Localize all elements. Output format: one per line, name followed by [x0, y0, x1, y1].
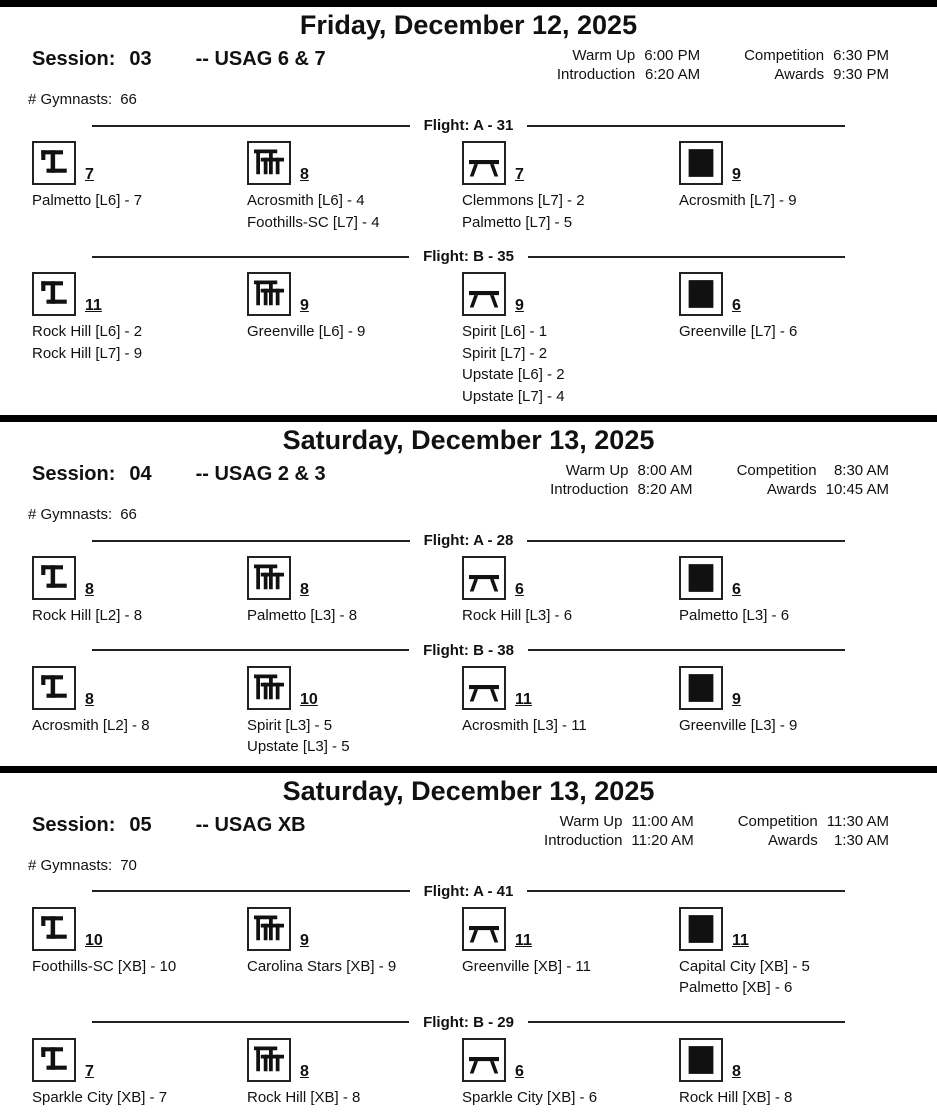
event-count: 11 — [515, 692, 532, 710]
team-list — [247, 1087, 462, 1109]
event-count: 10 — [300, 692, 318, 710]
divider-line-left — [92, 125, 410, 127]
balance-beam-icon — [462, 556, 506, 600]
session-title — [32, 460, 326, 486]
balance-beam-icon — [462, 907, 506, 951]
team-entry: Rock Hill [L6] - 2 — [32, 321, 247, 343]
event-block — [679, 905, 917, 999]
team-entry: Carolina Stars [XB] - 9 — [247, 956, 462, 978]
team-entry: Clemmons [L7] - 2 — [462, 190, 679, 212]
flight-divider — [92, 248, 845, 265]
team-list — [462, 715, 679, 737]
gymnasts-label: # Gymnasts: — [28, 91, 112, 108]
times-column-right — [737, 462, 889, 498]
session-number: 05 — [129, 814, 151, 836]
introduction-time: 11:20 AM — [631, 832, 693, 849]
event-head — [679, 905, 917, 951]
event-count: 7 — [85, 1064, 94, 1082]
uneven-bars-icon — [247, 666, 291, 710]
event-block — [247, 1036, 462, 1109]
session-section — [0, 415, 937, 766]
event-count: 8 — [732, 1064, 741, 1082]
divider-line-left — [92, 649, 409, 651]
team-entry: Acrosmith [L6] - 4 — [247, 190, 462, 212]
floor-icon — [679, 556, 723, 600]
vault-icon — [32, 1038, 76, 1082]
team-entry: Foothills-SC [L7] - 4 — [247, 212, 462, 234]
event-block — [462, 270, 679, 407]
team-entry: Rock Hill [L2] - 8 — [32, 605, 247, 627]
event-head — [32, 270, 247, 316]
session-group: -- USAG 6 & 7 — [196, 48, 326, 70]
team-list — [462, 321, 679, 407]
team-list — [679, 605, 917, 627]
vault-icon — [32, 666, 76, 710]
flight-divider — [92, 642, 845, 659]
team-entry: Acrosmith [L3] - 11 — [462, 715, 679, 737]
team-list — [32, 321, 247, 364]
event-head — [247, 905, 462, 951]
divider-line-right — [527, 890, 845, 892]
event-count: 9 — [732, 692, 741, 710]
times-column-left — [550, 462, 692, 498]
event-head — [679, 270, 917, 316]
vault-icon — [32, 556, 76, 600]
team-list — [32, 190, 247, 212]
team-entry: Rock Hill [XB] - 8 — [247, 1087, 462, 1109]
gymnasts-count: 70 — [120, 857, 137, 874]
team-entry: Foothills-SC [XB] - 10 — [32, 956, 247, 978]
team-list — [247, 715, 462, 758]
team-entry: Upstate [L6] - 2 — [462, 364, 679, 386]
team-list — [679, 956, 917, 999]
warmup-time: 6:00 PM — [644, 47, 700, 64]
team-list — [462, 1087, 679, 1109]
team-list — [462, 956, 679, 978]
team-list — [679, 190, 917, 212]
session-title — [32, 45, 326, 71]
flight-label: Flight: A - 28 — [410, 532, 528, 549]
divider-line-left — [92, 540, 410, 542]
event-block — [32, 1036, 247, 1109]
introduction-time: 6:20 AM — [644, 66, 700, 83]
divider-line-right — [527, 125, 845, 127]
event-block — [32, 139, 247, 233]
awards-time: 10:45 AM — [826, 481, 889, 498]
team-entry: Upstate [L3] - 5 — [247, 736, 462, 758]
event-block — [462, 554, 679, 627]
event-count: 7 — [515, 167, 524, 185]
session-header-row — [0, 458, 937, 498]
event-block — [462, 139, 679, 233]
awards-time: 9:30 PM — [833, 66, 889, 83]
floor-icon — [679, 907, 723, 951]
floor-icon — [679, 666, 723, 710]
times-column-left — [544, 813, 694, 849]
session-label: Session: — [32, 48, 115, 70]
warmup-time: 8:00 AM — [638, 462, 693, 479]
event-block — [247, 905, 462, 999]
flight-label: Flight: B - 38 — [409, 642, 528, 659]
introduction-time: 8:20 AM — [638, 481, 693, 498]
events-row — [0, 267, 937, 413]
uneven-bars-icon — [247, 141, 291, 185]
warmup-time: 11:00 AM — [631, 813, 693, 830]
team-entry: Acrosmith [L7] - 9 — [679, 190, 917, 212]
flight-divider — [92, 1014, 845, 1031]
warmup-label: Warm Up — [557, 47, 635, 64]
awards-label: Awards — [738, 832, 818, 849]
team-list — [679, 1087, 917, 1109]
team-entry: Palmetto [L6] - 7 — [32, 190, 247, 212]
event-count: 6 — [515, 1064, 524, 1082]
awards-label: Awards — [737, 481, 817, 498]
gymnasts-count-row — [0, 91, 937, 108]
session-number: 03 — [129, 48, 151, 70]
session-group: -- USAG 2 & 3 — [196, 463, 326, 485]
team-entry: Greenville [L6] - 9 — [247, 321, 462, 343]
vault-icon — [32, 272, 76, 316]
team-entry: Sparkle City [XB] - 6 — [462, 1087, 679, 1109]
gymnasts-count-row — [0, 857, 937, 874]
team-list — [247, 321, 462, 343]
uneven-bars-icon — [247, 272, 291, 316]
event-count: 11 — [85, 298, 102, 316]
team-entry: Spirit [L6] - 1 — [462, 321, 679, 343]
event-head — [32, 1036, 247, 1082]
event-block — [247, 664, 462, 758]
team-list — [679, 715, 917, 737]
session-header-row — [0, 43, 937, 83]
event-count: 8 — [300, 1064, 309, 1082]
introduction-label: Introduction — [550, 481, 628, 498]
session-label: Session: — [32, 814, 115, 836]
introduction-label: Introduction — [544, 832, 622, 849]
competition-label: Competition — [738, 813, 818, 830]
flight-label: Flight: A - 41 — [410, 883, 528, 900]
event-head — [462, 139, 679, 185]
times-column-left — [557, 47, 700, 83]
team-list — [247, 190, 462, 233]
floor-icon — [679, 1038, 723, 1082]
event-block — [462, 1036, 679, 1109]
event-count: 9 — [300, 933, 309, 951]
balance-beam-icon — [462, 141, 506, 185]
team-entry: Sparkle City [XB] - 7 — [32, 1087, 247, 1109]
event-head — [247, 139, 462, 185]
event-count: 8 — [85, 582, 94, 600]
competition-time: 11:30 AM — [827, 813, 889, 830]
session-date-title: Friday, December 12, 2025 — [0, 10, 937, 41]
team-list — [247, 956, 462, 978]
event-head — [247, 270, 462, 316]
event-block — [32, 270, 247, 407]
event-count: 7 — [85, 167, 94, 185]
team-entry: Greenville [XB] - 11 — [462, 956, 679, 978]
divider-line-right — [528, 1021, 845, 1023]
event-head — [247, 1036, 462, 1082]
warmup-label: Warm Up — [550, 462, 628, 479]
event-count: 6 — [732, 298, 741, 316]
event-head — [247, 554, 462, 600]
team-list — [32, 605, 247, 627]
event-count: 11 — [515, 933, 532, 951]
session-times — [550, 460, 889, 498]
team-entry: Rock Hill [L7] - 9 — [32, 343, 247, 365]
team-entry: Palmetto [L3] - 6 — [679, 605, 917, 627]
event-head — [32, 139, 247, 185]
gymnasts-label: # Gymnasts: — [28, 506, 112, 523]
team-entry: Acrosmith [L2] - 8 — [32, 715, 247, 737]
event-block — [679, 554, 917, 627]
divider-line-right — [528, 649, 845, 651]
session-section — [0, 0, 937, 415]
balance-beam-icon — [462, 1038, 506, 1082]
event-count: 9 — [732, 167, 741, 185]
team-list — [462, 190, 679, 233]
event-count: 8 — [300, 582, 309, 600]
session-date-title: Saturday, December 13, 2025 — [0, 776, 937, 807]
divider-line-right — [528, 256, 845, 258]
event-count: 10 — [85, 933, 103, 951]
vault-icon — [32, 141, 76, 185]
events-row — [0, 661, 937, 764]
times-column-right — [738, 813, 889, 849]
competition-label: Competition — [737, 462, 817, 479]
event-block — [247, 270, 462, 407]
competition-time: 8:30 AM — [826, 462, 889, 479]
event-head — [679, 139, 917, 185]
vault-icon — [32, 907, 76, 951]
event-block — [32, 664, 247, 758]
uneven-bars-icon — [247, 907, 291, 951]
event-head — [679, 554, 917, 600]
event-block — [462, 905, 679, 999]
team-entry: Palmetto [L7] - 5 — [462, 212, 679, 234]
flight-label: Flight: B - 35 — [409, 248, 528, 265]
event-head — [679, 1036, 917, 1082]
session-number: 04 — [129, 463, 151, 485]
event-block — [247, 554, 462, 627]
event-count: 9 — [300, 298, 309, 316]
team-entry: Rock Hill [L3] - 6 — [462, 605, 679, 627]
gymnasts-label: # Gymnasts: — [28, 857, 112, 874]
team-entry: Spirit [L3] - 5 — [247, 715, 462, 737]
balance-beam-icon — [462, 666, 506, 710]
introduction-label: Introduction — [557, 66, 635, 83]
team-list — [32, 956, 247, 978]
event-count: 6 — [515, 582, 524, 600]
floor-icon — [679, 141, 723, 185]
gymnasts-count: 66 — [120, 506, 137, 523]
event-head — [462, 554, 679, 600]
event-block — [679, 270, 917, 407]
session-group: -- USAG XB — [196, 814, 306, 836]
event-block — [247, 139, 462, 233]
event-head — [32, 664, 247, 710]
events-row — [0, 136, 937, 239]
session-date-title: Saturday, December 13, 2025 — [0, 425, 937, 456]
team-list — [247, 605, 462, 627]
team-entry: Palmetto [XB] - 6 — [679, 977, 917, 999]
gymnasts-count: 66 — [120, 91, 137, 108]
flight-divider — [92, 532, 845, 549]
team-entry: Upstate [L7] - 4 — [462, 386, 679, 408]
flight-divider — [92, 883, 845, 900]
event-head — [32, 905, 247, 951]
team-entry: Greenville [L3] - 9 — [679, 715, 917, 737]
divider-line-left — [92, 890, 410, 892]
event-head — [679, 664, 917, 710]
team-list — [462, 605, 679, 627]
session-header-row — [0, 809, 937, 849]
session-title — [32, 811, 306, 837]
event-head — [247, 664, 462, 710]
event-count: 9 — [515, 298, 524, 316]
competition-label: Competition — [744, 47, 824, 64]
event-head — [462, 1036, 679, 1082]
team-entry: Capital City [XB] - 5 — [679, 956, 917, 978]
balance-beam-icon — [462, 272, 506, 316]
event-block — [32, 905, 247, 999]
event-block — [679, 664, 917, 758]
event-block — [679, 139, 917, 233]
session-section — [0, 766, 937, 1116]
event-block — [462, 664, 679, 758]
event-count: 8 — [300, 167, 309, 185]
uneven-bars-icon — [247, 1038, 291, 1082]
event-head — [462, 664, 679, 710]
competition-time: 6:30 PM — [833, 47, 889, 64]
divider-line-left — [92, 1021, 409, 1023]
events-row — [0, 1033, 937, 1115]
team-list — [32, 715, 247, 737]
team-list — [679, 321, 917, 343]
divider-line-left — [92, 256, 409, 258]
flight-label: Flight: A - 31 — [410, 117, 528, 134]
team-entry: Spirit [L7] - 2 — [462, 343, 679, 365]
event-head — [462, 905, 679, 951]
session-times — [544, 811, 889, 849]
flight-label: Flight: B - 29 — [409, 1014, 528, 1031]
team-entry: Palmetto [L3] - 8 — [247, 605, 462, 627]
team-entry: Greenville [L7] - 6 — [679, 321, 917, 343]
event-count: 8 — [85, 692, 94, 710]
event-head — [32, 554, 247, 600]
event-block — [679, 1036, 917, 1109]
team-entry: Rock Hill [XB] - 8 — [679, 1087, 917, 1109]
event-head — [462, 270, 679, 316]
warmup-label: Warm Up — [544, 813, 622, 830]
session-times — [557, 45, 889, 83]
awards-time: 1:30 AM — [827, 832, 889, 849]
awards-label: Awards — [744, 66, 824, 83]
flight-divider — [92, 117, 845, 134]
divider-line-right — [527, 540, 845, 542]
event-count: 11 — [732, 933, 749, 951]
gymnasts-count-row — [0, 506, 937, 523]
floor-icon — [679, 272, 723, 316]
event-count: 6 — [732, 582, 741, 600]
events-row — [0, 902, 937, 1005]
uneven-bars-icon — [247, 556, 291, 600]
events-row — [0, 551, 937, 633]
session-label: Session: — [32, 463, 115, 485]
team-list — [32, 1087, 247, 1109]
event-block — [32, 554, 247, 627]
times-column-right — [744, 47, 889, 83]
